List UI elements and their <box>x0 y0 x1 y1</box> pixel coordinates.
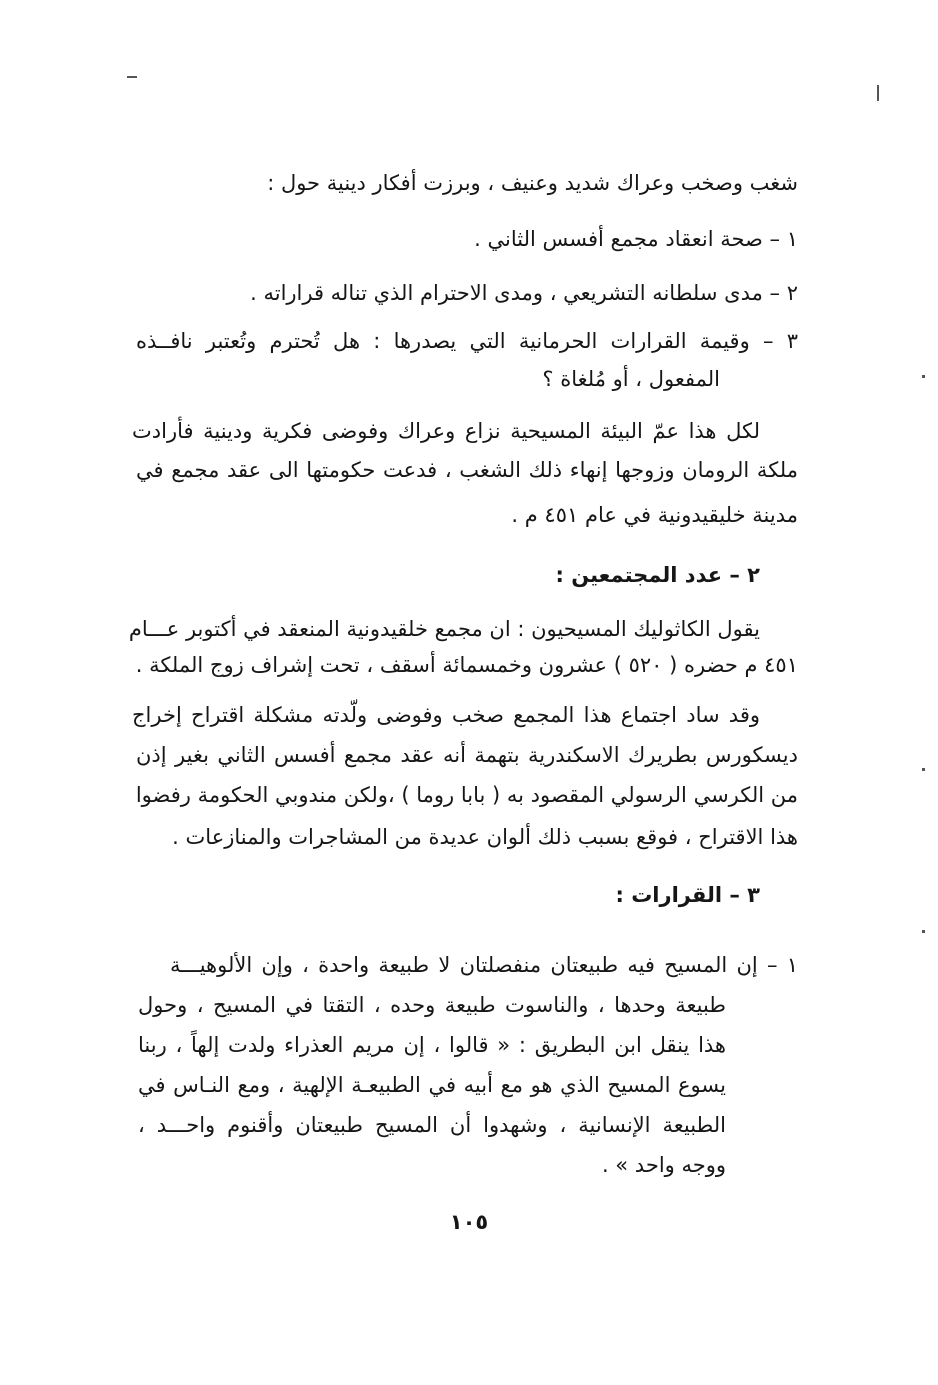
text-line: ٤٥١ م حضره ( ٥٢٠ ) عشرون وخمسمائة أسقف ، تحت إشراف زوج الملكة . <box>135 653 798 677</box>
text-line: ووجه واحد » . <box>601 1153 726 1177</box>
page-number: ١٠٥ <box>449 1210 489 1234</box>
text-line: طبيعة وحدها ، والناسوت طبيعة وحده ، التقتا في المسيح ، وحول <box>138 993 726 1017</box>
scan-speck <box>127 76 137 78</box>
text-line: هذا ينقل ابن البطريق : « قالوا ، إن مريم العذراء ولدت إلهاً ، ربنا <box>138 1033 726 1057</box>
text-line: من الكرسي الرسولي المقصود به ( بابا روما ) ،ولكن مندوبي الحكومة رفضوا <box>135 783 798 807</box>
scan-speck <box>922 375 925 378</box>
text-line: ديسكورس بطريرك الاسكندرية بتهمة أنه عقد مجمع أفسس الثاني بغير إذن <box>136 743 798 767</box>
text-line: يسوع المسيح الذي هو مع أبيه في الطبيعـة الإلهية ، ومع النـاس في <box>138 1073 726 1097</box>
text-line: شغب وصخب وعراك شديد وعنيف ، وبرزت أفكار دينية حول : <box>267 171 798 195</box>
section-heading: ٣ – القرارات : <box>615 883 760 907</box>
list-item: ١ – إن المسيح فيه طبيعتان منفصلتان لا طبيعة واحدة ، وإن الألوهيـــة <box>170 953 798 977</box>
text-line: مدينة خليقيدونية في عام ٤٥١ م . <box>511 503 798 527</box>
list-item: ٢ – مدى سلطانه التشريعي ، ومدى الاحترام الذي تناله قراراته . <box>250 281 798 305</box>
text-line: يقول الكاثوليك المسيحيون : ان مجمع خلقيدونية المنعقد في أكتوبر عـــام <box>128 617 760 641</box>
section-heading: ٢ – عدد المجتمعين : <box>555 563 760 587</box>
list-item: ١ – صحة انعقاد مجمع أفسس الثاني . <box>474 227 798 251</box>
scan-speck <box>877 85 879 101</box>
text-line: المفعول ، أو مُلغاة ؟ <box>542 367 720 391</box>
text-line: الطبيعة الإنسانية ، وشهدوا أن المسيح طبيعتان وأقنوم واحـــد ، <box>138 1113 726 1137</box>
text-line: ملكة الرومان وزوجها إنهاء ذلك الشغب ، فدعت حكومتها الى عقد مجمع في <box>136 458 798 482</box>
scan-speck <box>922 768 925 771</box>
text-line: هذا الاقتراح ، فوقع بسبب ذلك ألوان عديدة من المشاجرات والمنازعات . <box>172 825 798 849</box>
text-line: لكل هذا عمّ البيئة المسيحية نزاع وعراك وفوضى فكرية ودينية فأرادت <box>132 419 760 443</box>
scan-speck <box>922 930 925 933</box>
list-item: ٣ – وقيمة القرارات الحرمانية التي يصدرها : هل تُحترم وتُعتبر نافــذه <box>136 329 798 353</box>
text-line: وقد ساد اجتماع هذا المجمع صخب وفوضى ولّدته مشكلة اقتراح إخراج <box>132 703 760 727</box>
